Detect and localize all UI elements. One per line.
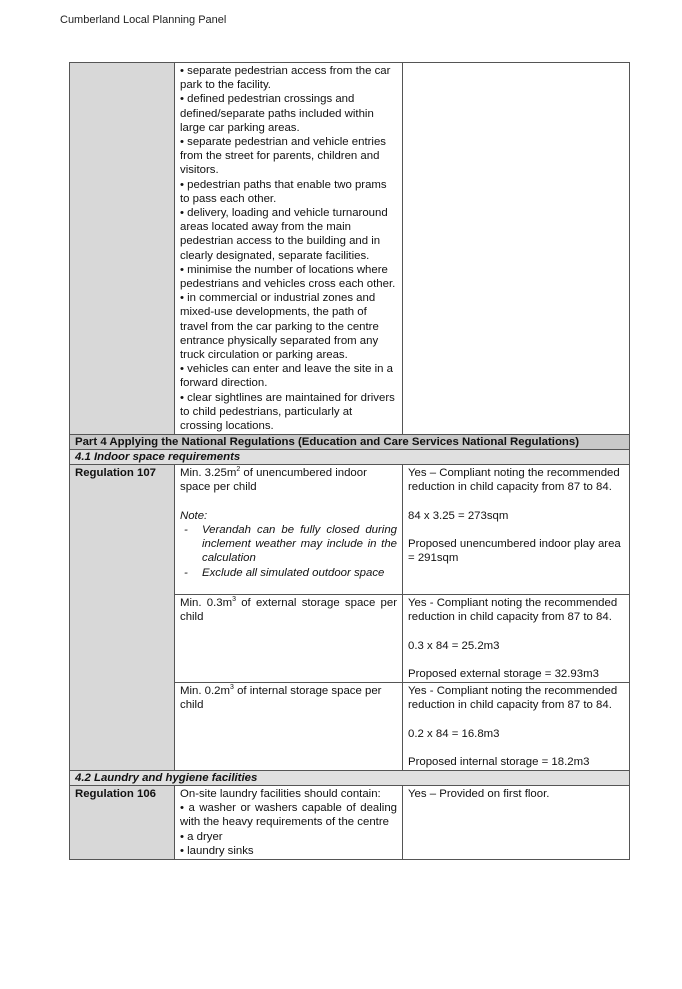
response-text: 84 x 3.25 = 273sqm: [408, 509, 509, 522]
compliance-table: [69, 62, 630, 860]
bullet-item: • minimise the number of locations where pedestrians and vehicles cross each other.: [180, 263, 396, 291]
response-text: Proposed unencumbered indoor play area = 291sqm: [408, 537, 621, 565]
requirement-cell: [175, 465, 403, 595]
requirement-cell: [175, 785, 403, 859]
bullet-item: • delivery, loading and vehicle turnaround areas located away from the main pedestrian access to the building and in clearly designated, separate facilities.: [180, 207, 388, 262]
note-item: - Verandah can be fully closed during inclement weather may include in the calculation: [184, 523, 397, 565]
response-text: Proposed external storage = 32.93m3: [408, 667, 599, 680]
requirement-text: Min. $3.25m^2$ of unencumbered indoor space per child: [180, 466, 367, 494]
regulation-label: Regulation 106: [70, 785, 175, 859]
subsection-heading-row: [70, 770, 630, 785]
response-cell: [403, 785, 630, 859]
table-row: [70, 465, 630, 595]
table-row: [70, 63, 630, 435]
response-text: Yes – Compliant noting the recommended reduction in child capacity from 87 to 84.: [408, 467, 620, 494]
response-text: Yes – Provided on first floor.: [408, 787, 550, 800]
response-cell: [403, 595, 630, 683]
bullet-item: • clear sightlines are maintained for drivers to child pedestrians, particularly at crossing locations.: [180, 391, 395, 433]
bullet-item: • in commercial or industrial zones and mixed-use developments, the path of travel from the car parking to the centre entrance physically separated from any truck circulation or parking areas.: [180, 292, 379, 362]
response-text: Proposed internal storage = 18.2m3: [408, 755, 590, 768]
bullet-item: • a washer or washers capable of dealing with the heavy requirements of the centre: [180, 802, 397, 829]
requirement-cell: [175, 683, 403, 771]
bullet-item: • a dryer: [180, 830, 223, 843]
response-cell: [403, 465, 630, 595]
bullet-item: • separate pedestrian access from the car park to the facility.: [180, 65, 391, 92]
part-heading: Part 4 Applying the National Regulations (Education and Care Services National Regulations): [70, 435, 630, 450]
requirement-cell: [175, 63, 403, 435]
requirement-text: On-site laundry facilities should contain:: [180, 787, 381, 800]
bullet-item: • separate pedestrian and vehicle entries from the street for parents, children and visitors.: [180, 136, 386, 177]
page-header: Cumberland Local Planning Panel: [60, 14, 227, 26]
requirement-text: Min. $0.2m^3$ of internal storage space per child: [180, 684, 382, 712]
bullet-item: • vehicles can enter and leave the site in a forward direction.: [180, 363, 393, 390]
subsection-heading: 4.2 Laundry and hygiene facilities: [70, 770, 630, 785]
section-heading-row: [70, 435, 630, 450]
label-cell: [70, 63, 175, 435]
response-text: 0.2 x 84 = 16.8m3: [408, 727, 500, 740]
note-item: - Exclude all simulated outdoor space: [184, 566, 385, 579]
response-cell: [403, 683, 630, 771]
bullet-item: • pedestrian paths that enable two prams to pass each other.: [180, 178, 387, 205]
requirement-cell: [175, 595, 403, 683]
bullet-item: • laundry sinks: [180, 844, 254, 857]
bullet-item: • defined pedestrian crossings and defined/separate paths included within large car parking areas.: [180, 93, 374, 134]
note-label: Note:: [180, 509, 208, 522]
subsection-heading-row: [70, 450, 630, 465]
response-cell: [403, 63, 630, 435]
response-text: 0.3 x 84 = 25.2m3: [408, 639, 500, 652]
response-text: Yes - Compliant noting the recommended reduction in child capacity from 87 to 84.: [408, 685, 618, 712]
subsection-heading: 4.1 Indoor space requirements: [70, 450, 630, 465]
table-row: [70, 785, 630, 859]
response-text: Yes - Compliant noting the recommended reduction in child capacity from 87 to 84.: [408, 597, 618, 624]
regulation-label: Regulation 107: [70, 465, 175, 771]
requirement-text: Min. $0.3m^3$ of external storage space per child: [180, 596, 397, 624]
